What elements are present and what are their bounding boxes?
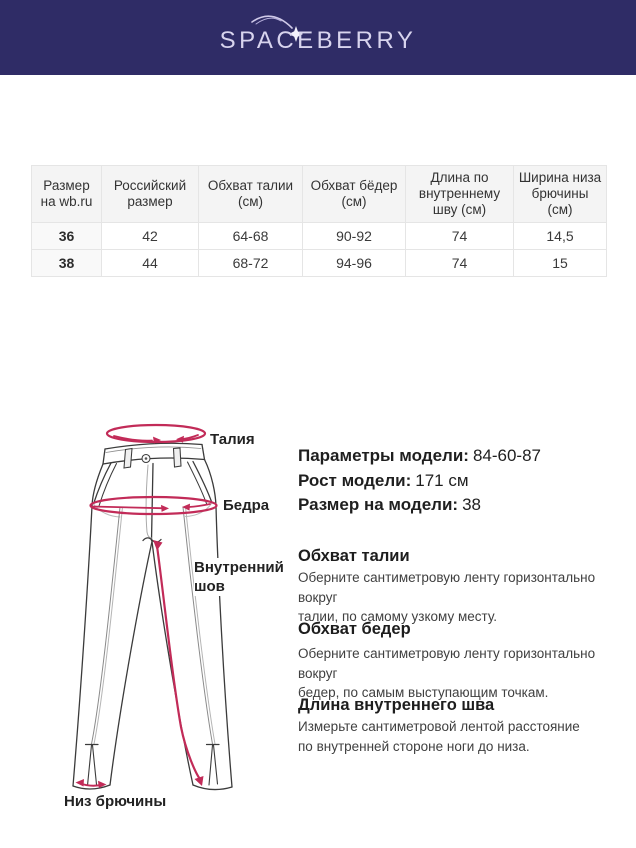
hips-measure-ellipse xyxy=(91,497,217,514)
brand-logo-text: SPACEBERRY xyxy=(219,27,417,54)
brand-logo xyxy=(0,0,636,75)
body-line: талии, по самому узкому месту. xyxy=(298,609,498,624)
model-size-value: 38 xyxy=(462,495,481,514)
table-cell: 68-72 xyxy=(199,250,303,277)
model-params-value: 84-60-87 xyxy=(472,446,542,465)
model-size-line xyxy=(298,493,541,518)
section-title-waist: Обхват талии xyxy=(298,547,410,565)
inseam-label: Внутренний шов xyxy=(194,558,296,596)
section-body-waist xyxy=(298,568,636,627)
table-cell: 64-68 xyxy=(199,223,303,250)
table-row xyxy=(32,223,607,250)
column-header-hips: Обхват бёдер (см) xyxy=(303,166,406,223)
table-cell: 74 xyxy=(406,250,514,277)
hips-label: Бедра xyxy=(223,497,270,514)
column-header-ru-size: Российский размер xyxy=(102,166,199,223)
waist-label: Талия xyxy=(210,431,255,448)
section-body-hips xyxy=(298,644,636,703)
section-title-hips: Обхват бедер xyxy=(298,620,411,638)
body-line: Оберните сантиметровую ленту горизонтально вокруг xyxy=(298,570,596,605)
table-cell: 36 xyxy=(32,223,102,250)
table-cell: 94-96 xyxy=(303,250,406,277)
section-body-inseam xyxy=(298,717,580,756)
body-line: бедер, по самым выступающим точкам. xyxy=(298,685,549,700)
table-cell: 42 xyxy=(102,223,199,250)
size-table-header xyxy=(32,166,607,223)
column-header-waist: Обхват талии (см) xyxy=(199,166,303,223)
body-line: Измерьте сантиметровой лентой расстояние xyxy=(298,719,580,734)
model-size-label: Размер на модели: xyxy=(298,495,459,514)
table-cell: 15 xyxy=(514,250,607,277)
table-cell: 14,5 xyxy=(514,223,607,250)
column-header-wb-size: Размер на wb.ru xyxy=(32,166,102,223)
model-height-label: Рост модели: xyxy=(298,470,412,490)
table-cell: 38 xyxy=(32,250,102,277)
model-params-label: Параметры модели: xyxy=(298,446,469,465)
body-line: по внутренней стороне ноги до низа. xyxy=(298,738,530,754)
model-info xyxy=(298,444,541,518)
column-header-hem-width: Ширина низа брючины (см) xyxy=(514,166,607,223)
pants-diagram xyxy=(40,415,290,820)
section-title-inseam: Длина внутреннего шва xyxy=(298,696,495,714)
hem-arrowheads xyxy=(76,779,107,788)
model-params-line xyxy=(298,444,541,469)
table-cell: 74 xyxy=(406,223,514,250)
model-height-line xyxy=(298,469,541,494)
table-cell: 90-92 xyxy=(303,223,406,250)
brand-header xyxy=(0,0,636,75)
model-height-value: 171 см xyxy=(415,470,469,490)
column-header-inseam: Длина по внутреннему шву (см) xyxy=(406,166,514,223)
size-table xyxy=(31,165,607,277)
body-line: Оберните сантиметровую ленту горизонтально вокруг xyxy=(298,646,596,681)
pants-outline xyxy=(73,443,232,789)
hem-label: Низ брючины xyxy=(64,793,167,810)
table-row xyxy=(32,250,607,277)
table-cell: 44 xyxy=(102,250,199,277)
